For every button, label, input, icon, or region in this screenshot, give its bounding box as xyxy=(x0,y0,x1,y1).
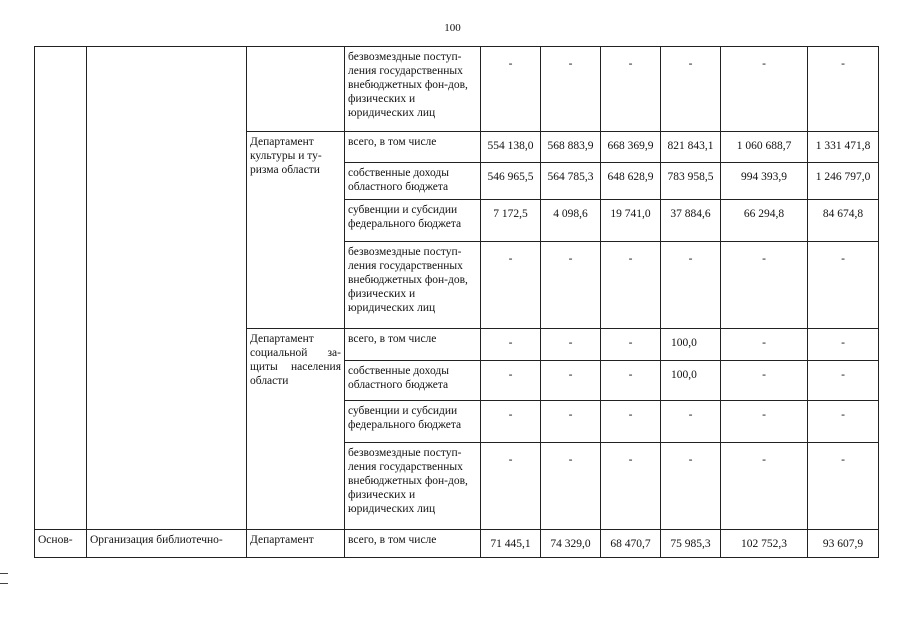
value-cell: 19 741,0 xyxy=(601,200,661,242)
value-cell: 66 294,8 xyxy=(721,200,808,242)
value-cell: - xyxy=(808,401,879,443)
value-cell: - xyxy=(481,443,541,530)
value-cell: - xyxy=(541,361,601,401)
source-label: собственные доходы областного бюджета xyxy=(345,163,481,200)
source-label: всего, в том числе xyxy=(345,132,481,163)
margin-mark xyxy=(0,583,8,584)
activity-cell: Организация библиотечно- xyxy=(87,530,247,558)
value-cell: 74 329,0 xyxy=(541,530,601,558)
source-label: безвозмездные поступ-ления государственных внебюджетных фон-дов, физических и юридических лиц xyxy=(345,443,481,530)
value-cell: - xyxy=(721,401,808,443)
value-cell: 71 445,1 xyxy=(481,530,541,558)
value-cell: - xyxy=(661,443,721,530)
value-cell: - xyxy=(721,329,808,361)
value-cell: - xyxy=(601,401,661,443)
value-cell: 93 607,9 xyxy=(808,530,879,558)
source-label: субвенции и субсидии федерального бюджета xyxy=(345,401,481,443)
value-cell: - xyxy=(721,47,808,132)
value-cell: - xyxy=(481,361,541,401)
value-cell: - xyxy=(808,329,879,361)
source-label: безвозмездные поступ-ления государственных внебюджетных фон-дов, физических и юридических лиц xyxy=(345,47,481,132)
value-cell: - xyxy=(601,242,661,329)
value-cell: 821 843,1 xyxy=(661,132,721,163)
value-cell: 783 958,5 xyxy=(661,163,721,200)
value-cell: - xyxy=(721,242,808,329)
value-cell: 1 246 797,0 xyxy=(808,163,879,200)
value-cell: 1 060 688,7 xyxy=(721,132,808,163)
department-cell xyxy=(247,47,345,132)
value-cell: - xyxy=(481,401,541,443)
value-cell: - xyxy=(481,329,541,361)
value-cell: - xyxy=(808,361,879,401)
value-cell: - xyxy=(481,242,541,329)
value-cell: 4 098,6 xyxy=(541,200,601,242)
value-cell: - xyxy=(541,47,601,132)
department-cell: Департамент xyxy=(247,530,345,558)
table-row xyxy=(35,530,879,558)
value-cell: - xyxy=(541,242,601,329)
value-cell: - xyxy=(661,242,721,329)
value-cell: - xyxy=(601,443,661,530)
program-cell xyxy=(35,47,87,530)
value-cell: - xyxy=(721,361,808,401)
value-cell: 568 883,9 xyxy=(541,132,601,163)
department-cell: Департамент социальной за-щиты населения области xyxy=(247,329,345,530)
value-cell: 84 674,8 xyxy=(808,200,879,242)
budget-table xyxy=(34,46,879,558)
value-cell: - xyxy=(541,401,601,443)
program-cell: Основ- xyxy=(35,530,87,558)
value-cell: 554 138,0 xyxy=(481,132,541,163)
value-cell: - xyxy=(661,401,721,443)
value-cell: 648 628,9 xyxy=(601,163,661,200)
source-label: субвенции и субсидии федерального бюджета xyxy=(345,200,481,242)
value-cell: - xyxy=(601,329,661,361)
value-cell: 994 393,9 xyxy=(721,163,808,200)
value-cell: 668 369,9 xyxy=(601,132,661,163)
value-cell: 75 985,3 xyxy=(661,530,721,558)
value-cell: - xyxy=(808,242,879,329)
value-cell: 564 785,3 xyxy=(541,163,601,200)
value-cell: - xyxy=(541,443,601,530)
table-row xyxy=(35,47,879,132)
value-cell: 7 172,5 xyxy=(481,200,541,242)
source-label: безвозмездные поступ-ления государственных внебюджетных фон-дов, физических и юридических лиц xyxy=(345,242,481,329)
page-number: 100 xyxy=(444,22,461,34)
source-label: собственные доходы областного бюджета xyxy=(345,361,481,401)
value-cell: - xyxy=(601,361,661,401)
value-cell: 100,0 xyxy=(661,361,721,401)
value-cell: 37 884,6 xyxy=(661,200,721,242)
department-cell: Департамент культуры и ту-ризма области xyxy=(247,132,345,329)
value-cell: - xyxy=(808,443,879,530)
value-cell: 68 470,7 xyxy=(601,530,661,558)
value-cell: 546 965,5 xyxy=(481,163,541,200)
value-cell: - xyxy=(541,329,601,361)
source-label: всего, в том числе xyxy=(345,530,481,558)
value-cell: 102 752,3 xyxy=(721,530,808,558)
value-cell: - xyxy=(721,443,808,530)
value-cell: - xyxy=(601,47,661,132)
source-label: всего, в том числе xyxy=(345,329,481,361)
value-cell: - xyxy=(661,47,721,132)
margin-mark xyxy=(0,573,8,574)
value-cell: 100,0 xyxy=(661,329,721,361)
value-cell: - xyxy=(481,47,541,132)
value-cell: 1 331 471,8 xyxy=(808,132,879,163)
value-cell: - xyxy=(808,47,879,132)
activity-cell xyxy=(87,47,247,530)
